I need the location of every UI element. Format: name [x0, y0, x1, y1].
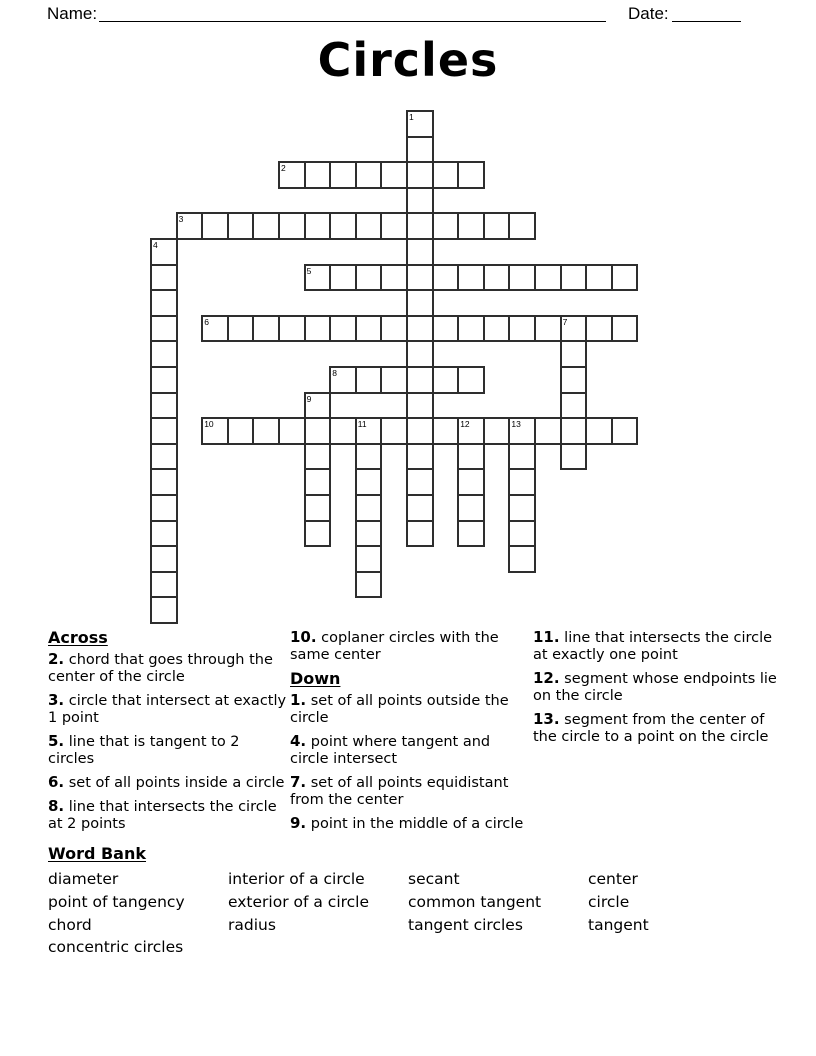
grid-cell-r8-c0 [150, 315, 178, 343]
clue-number: 13. [533, 710, 560, 728]
grid-cell-r10-c12 [457, 366, 485, 394]
grid-cell-r13-c8 [355, 443, 383, 471]
grid-cell-r5-c10 [406, 238, 434, 266]
grid-cell-r11-c10 [406, 392, 434, 420]
grid-cell-r6-c9 [380, 264, 408, 292]
grid-cell-r14-c6 [304, 468, 332, 496]
grid-cell-r4-c4 [252, 212, 280, 240]
grid-cell-r6-c15 [534, 264, 562, 292]
clue-across-8 [48, 798, 288, 833]
grid-cell-r12-c6 [304, 417, 332, 445]
clue-text: coplaner circles with the same center [290, 630, 499, 663]
grid-cell-r6-c11 [432, 264, 460, 292]
grid-cell-r9-c16 [560, 340, 588, 368]
clue-down-11 [533, 629, 785, 664]
grid-number-4: 4 [153, 240, 158, 250]
grid-number-1: 1 [409, 112, 414, 122]
grid-cell-r14-c10 [406, 468, 434, 496]
word-bank-section [48, 845, 788, 959]
grid-cell-r4-c10 [406, 212, 434, 240]
clue-down-4 [290, 733, 532, 768]
grid-cell-r4-c13 [483, 212, 511, 240]
grid-cell-r12-c5 [278, 417, 306, 445]
grid-cell-r10-c16 [560, 366, 588, 394]
grid-number-11: 11 [357, 419, 367, 430]
clue-column-3 [533, 629, 785, 752]
grid-cell-r15-c0 [150, 494, 178, 522]
clue-across-10 [290, 629, 532, 664]
grid-cell-r8-c7 [329, 315, 357, 343]
clue-down-1 [290, 692, 532, 727]
grid-number-9: 9 [306, 393, 312, 404]
clue-number: 5. [48, 732, 65, 750]
clue-text: point in the middle of a circle [306, 816, 524, 832]
grid-number-10: 10 [204, 419, 214, 430]
grid-cell-r4-c3 [227, 212, 255, 240]
grid-cell-r12-c8 [355, 417, 383, 445]
grid-cell-r7-c10 [406, 289, 434, 317]
clue-down-12 [533, 670, 785, 705]
grid-number-6: 6 [204, 316, 209, 327]
word-bank-item: diameter [48, 870, 119, 888]
word-bank-heading: Word Bank [48, 844, 147, 863]
grid-cell-r17-c8 [355, 545, 383, 573]
clue-column-2 [290, 629, 532, 839]
grid-cell-r8-c12 [457, 315, 485, 343]
grid-cell-r10-c7 [329, 366, 357, 394]
grid-cell-r11-c16 [560, 392, 588, 420]
grid-cell-r6-c0 [150, 264, 178, 292]
grid-cell-r4-c5 [278, 212, 306, 240]
clue-number: 6. [48, 773, 65, 791]
grid-cell-r12-c2 [201, 417, 229, 445]
clue-number: 11. [533, 628, 560, 646]
grid-cell-r2-c12 [457, 161, 485, 189]
grid-cell-r15-c8 [355, 494, 383, 522]
clue-text: point where tangent and circle intersect [290, 734, 491, 767]
word-bank-column-1 [48, 868, 228, 959]
grid-cell-r17-c14 [508, 545, 536, 573]
grid-cell-r12-c4 [252, 417, 280, 445]
grid-cell-r8-c3 [227, 315, 255, 343]
grid-cell-r12-c17 [585, 417, 613, 445]
name-label: Name: [47, 4, 98, 23]
grid-cell-r8-c8 [355, 315, 383, 343]
grid-cell-r4-c7 [329, 212, 357, 240]
grid-cell-r12-c12 [457, 417, 485, 445]
clue-number: 9. [290, 814, 307, 832]
grid-cell-r9-c10 [406, 340, 434, 368]
word-bank-item: point of tangency [48, 892, 185, 911]
grid-cell-r12-c11 [432, 417, 460, 445]
date-label: Date: [628, 4, 669, 23]
page-title: Circles [317, 33, 499, 87]
grid-cell-r10-c10 [406, 366, 434, 394]
word-bank-columns [48, 868, 788, 959]
grid-cell-r12-c15 [534, 417, 562, 445]
word-bank-item: chord [48, 915, 92, 934]
grid-cell-r8-c11 [432, 315, 460, 343]
grid-cell-r15-c10 [406, 494, 434, 522]
grid-cell-r6-c6 [304, 264, 332, 292]
grid-cell-r8-c13 [483, 315, 511, 343]
grid-cell-r4-c8 [355, 212, 383, 240]
clue-number: 8. [48, 797, 65, 815]
grid-number-7: 7 [562, 316, 568, 327]
grid-cell-r8-c9 [380, 315, 408, 343]
clue-column-1 [48, 629, 288, 839]
grid-cell-r6-c16 [560, 264, 588, 292]
grid-cell-r13-c6 [304, 443, 332, 471]
grid-cell-r3-c10 [406, 187, 434, 215]
grid-cell-r18-c0 [150, 571, 178, 599]
clue-number: 10. [290, 628, 317, 646]
word-bank-item: tangent [588, 915, 649, 934]
clue-text: chord that goes through the center of the circle [48, 652, 273, 685]
grid-cell-r8-c15 [534, 315, 562, 343]
across-heading: Across [48, 628, 108, 647]
grid-cell-r4-c2 [201, 212, 229, 240]
grid-cell-r8-c14 [508, 315, 536, 343]
clue-text: set of all points outside the circle [290, 693, 509, 726]
clue-across-5 [48, 733, 288, 768]
grid-cell-r12-c7 [329, 417, 357, 445]
grid-cell-r6-c14 [508, 264, 536, 292]
grid-cell-r14-c0 [150, 468, 178, 496]
word-bank-item: concentric circles [48, 938, 184, 957]
word-bank-item: center [588, 870, 638, 888]
grid-cell-r11-c6 [304, 392, 332, 420]
grid-cell-r0-c10 [406, 110, 434, 138]
clue-text: set of all points equidistant from the center [290, 775, 509, 808]
grid-cell-r16-c10 [406, 520, 434, 548]
grid-cell-r7-c0 [150, 289, 178, 317]
clue-text: set of all points inside a circle [64, 775, 285, 791]
grid-cell-r6-c13 [483, 264, 511, 292]
clue-number: 1. [290, 691, 307, 709]
grid-cell-r2-c7 [329, 161, 357, 189]
grid-cell-r8-c18 [611, 315, 639, 343]
clue-number: 12. [533, 669, 560, 687]
grid-cell-r10-c8 [355, 366, 383, 394]
grid-cell-r4-c14 [508, 212, 536, 240]
grid-cell-r14-c14 [508, 468, 536, 496]
grid-cell-r8-c6 [304, 315, 332, 343]
grid-cell-r16-c6 [304, 520, 332, 548]
word-bank-column-2 [228, 868, 408, 959]
grid-cell-r2-c10 [406, 161, 434, 189]
grid-cell-r16-c14 [508, 520, 536, 548]
clue-text: circle that intersect at exactly 1 point [48, 693, 287, 726]
grid-cell-r8-c16 [560, 315, 588, 343]
grid-number-5: 5 [306, 265, 312, 276]
grid-cell-r14-c12 [457, 468, 485, 496]
clue-number: 3. [48, 691, 65, 709]
grid-cell-r4-c12 [457, 212, 485, 240]
grid-cell-r13-c14 [508, 443, 536, 471]
grid-cell-r6-c8 [355, 264, 383, 292]
word-bank-item: radius [228, 915, 276, 934]
grid-cell-r6-c7 [329, 264, 357, 292]
grid-number-13: 13 [511, 419, 521, 430]
grid-cell-r17-c0 [150, 545, 178, 573]
grid-cell-r16-c12 [457, 520, 485, 548]
clue-across-6 [48, 774, 288, 792]
grid-cell-r12-c10 [406, 417, 434, 445]
grid-cell-r2-c6 [304, 161, 332, 189]
grid-cell-r12-c18 [611, 417, 639, 445]
clue-down-7 [290, 774, 532, 809]
grid-cell-r15-c6 [304, 494, 332, 522]
clue-number: 2. [48, 650, 65, 668]
word-bank-item: secant [408, 870, 460, 888]
grid-cell-r12-c3 [227, 417, 255, 445]
grid-cell-r16-c8 [355, 520, 383, 548]
word-bank-item: tangent circles [408, 915, 523, 934]
grid-cell-r4-c1 [176, 212, 204, 240]
grid-cell-r2-c9 [380, 161, 408, 189]
grid-number-3: 3 [178, 214, 184, 225]
clue-text: line that is tangent to 2 circles [48, 734, 240, 767]
word-bank-column-3 [408, 868, 588, 959]
grid-cell-r6-c17 [585, 264, 613, 292]
clue-across-2 [48, 651, 288, 686]
grid-cell-r12-c13 [483, 417, 511, 445]
grid-cell-r8-c4 [252, 315, 280, 343]
grid-cell-r12-c0 [150, 417, 178, 445]
clue-down-13 [533, 711, 785, 746]
grid-cell-r12-c14 [508, 417, 536, 445]
grid-cell-r13-c12 [457, 443, 485, 471]
word-bank-item: interior of a circle [228, 870, 365, 888]
word-bank-item: circle [588, 892, 630, 911]
grid-cell-r8-c17 [585, 315, 613, 343]
clue-text: segment from the center of the circle to a point on the circle [533, 712, 769, 745]
grid-cell-r19-c0 [150, 596, 178, 624]
grid-cell-r2-c11 [432, 161, 460, 189]
grid-cell-r6-c12 [457, 264, 485, 292]
grid-cell-r13-c0 [150, 443, 178, 471]
clue-text: line that intersects the circle at exactly one point [533, 630, 773, 663]
grid-cell-r2-c8 [355, 161, 383, 189]
word-bank-item: exterior of a circle [228, 892, 370, 911]
grid-number-2: 2 [281, 163, 286, 174]
word-bank-column-4 [588, 868, 649, 959]
grid-cell-r4-c6 [304, 212, 332, 240]
grid-cell-r12-c9 [380, 417, 408, 445]
grid-cell-r10-c0 [150, 366, 178, 394]
grid-cell-r16-c0 [150, 520, 178, 548]
grid-cell-r8-c10 [406, 315, 434, 343]
grid-number-12: 12 [460, 419, 470, 430]
grid-number-8: 8 [332, 368, 337, 378]
grid-cell-r11-c0 [150, 392, 178, 420]
clue-across-3 [48, 692, 288, 727]
grid-cell-r14-c8 [355, 468, 383, 496]
grid-cell-r1-c10 [406, 136, 434, 164]
grid-cell-r18-c8 [355, 571, 383, 599]
grid-cell-r4-c9 [380, 212, 408, 240]
grid-cell-r5-c0 [150, 238, 178, 266]
down-heading: Down [290, 669, 341, 688]
grid-cell-r10-c11 [432, 366, 460, 394]
grid-cell-r6-c18 [611, 264, 639, 292]
grid-cell-r6-c10 [406, 264, 434, 292]
grid-cell-r8-c2 [201, 315, 229, 343]
grid-cell-r13-c16 [560, 443, 588, 471]
grid-cell-r2-c5 [278, 161, 306, 189]
grid-cell-r13-c10 [406, 443, 434, 471]
clue-down-9 [290, 815, 532, 833]
grid-cell-r8-c5 [278, 315, 306, 343]
grid-cell-r4-c11 [432, 212, 460, 240]
grid-cell-r12-c16 [560, 417, 588, 445]
clue-text: line that intersects the circle at 2 points [48, 799, 277, 832]
clue-number: 4. [290, 732, 307, 750]
grid-cell-r15-c12 [457, 494, 485, 522]
grid-cell-r9-c0 [150, 340, 178, 368]
grid-cell-r15-c14 [508, 494, 536, 522]
grid-cell-r10-c9 [380, 366, 408, 394]
clue-number: 7. [290, 773, 307, 791]
word-bank-item: common tangent [408, 892, 542, 911]
clue-text: segment whose endpoints lie on the circle [533, 671, 777, 704]
